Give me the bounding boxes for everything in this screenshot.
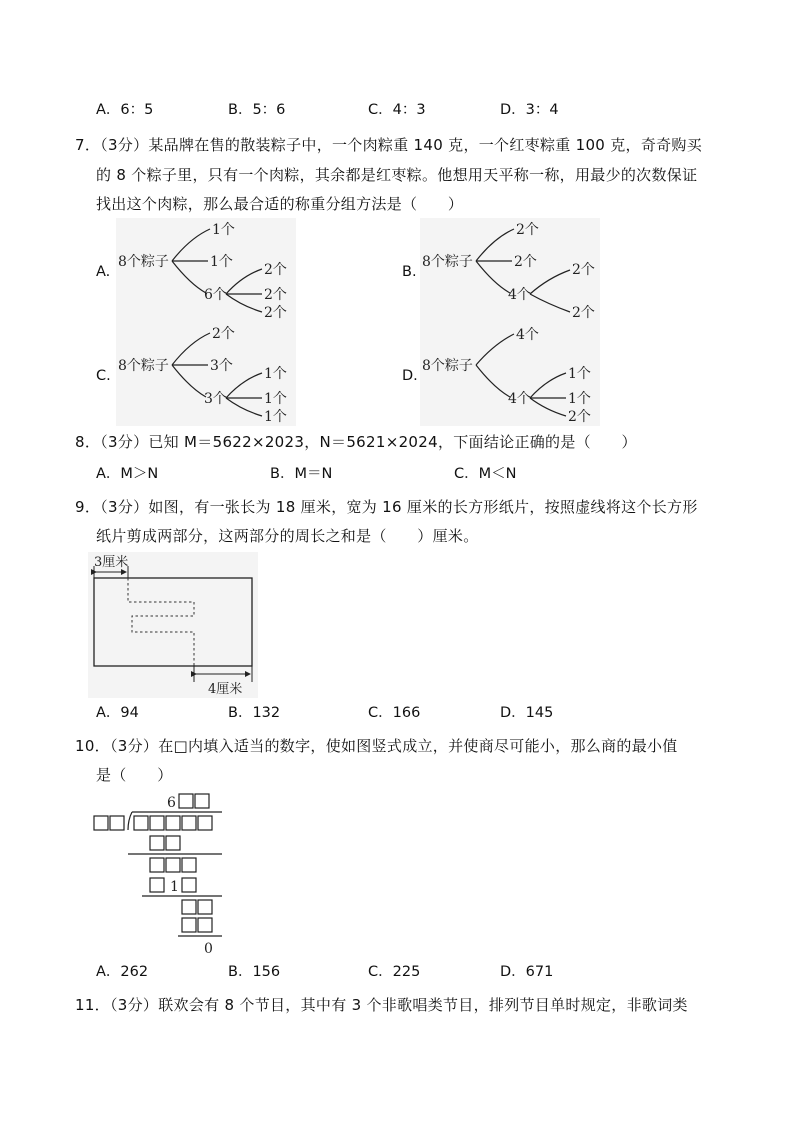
q10-long-division-figure xyxy=(92,788,232,958)
q6-option-c: C．4：3 xyxy=(368,102,426,118)
q10-remainder-digit: 0 xyxy=(204,941,213,957)
q9-stem-line1: 9．（3分）如图，有一张长为 18 厘米，宽为 16 厘米的长方形纸片，按照虚线将这个长方形 xyxy=(75,498,698,516)
q7-stem-line3: 找出这个肉粽，那么最合适的称重分组方法是（ ） xyxy=(96,195,464,213)
q9-label-top: 3厘米 xyxy=(94,555,129,570)
q7-a-second-1: 2个 xyxy=(264,262,287,278)
q7-b-first-3: 4个 xyxy=(508,287,531,303)
q10-option-d: D．671 xyxy=(500,964,554,980)
q7-option-b-tree xyxy=(420,218,600,322)
q7-c-first-1: 2个 xyxy=(212,326,235,342)
q11-stem-line1: 11．（3分）联欢会有 8 个节目，其中有 3 个非歌唱类节目，排列节目单时规定，非歌词类 xyxy=(75,996,688,1014)
q7-b-second-2: 2个 xyxy=(572,305,595,321)
q6-option-d: D．3：4 xyxy=(500,102,559,118)
q10-middle-digit: 1 xyxy=(170,879,179,895)
q7-a-first-3: 6个 xyxy=(204,287,227,303)
q10-stem-line1: 10．（3分）在□内填入适当的数字，使如图竖式成立，并使商尽可能小，那么商的最小值 xyxy=(75,737,678,755)
q6-option-b: B．5：6 xyxy=(228,102,286,118)
q7-option-b-label: B. xyxy=(402,264,417,280)
q10-option-c: C．225 xyxy=(368,964,421,980)
q9-option-d: D．145 xyxy=(500,705,554,721)
q7-stem-line1: 7．（3分）某品牌在售的散装粽子中，一个肉粽重 140 克，一个红枣粽重 100 克，奇奇购买 xyxy=(75,136,703,154)
q7-option-d-tree xyxy=(420,322,600,426)
q9-label-bottom: 4厘米 xyxy=(208,682,243,697)
q7-c-second-2: 1个 xyxy=(264,391,287,407)
q7-b-root: 8个粽子 xyxy=(422,254,473,270)
q7-a-root: 8个粽子 xyxy=(118,254,169,270)
q7-d-second-2: 1个 xyxy=(568,391,591,407)
q7-d-first-1: 4个 xyxy=(516,327,539,343)
q7-stem-line2: 的 8 个粽子里，只有一个肉粽，其余都是红枣粽。他想用天平称一称，用最少的次数保证 xyxy=(96,166,698,184)
q8-option-c: C．M＜N xyxy=(454,466,517,482)
q7-option-a-label: A. xyxy=(96,264,111,280)
q7-d-root: 8个粽子 xyxy=(422,358,473,374)
q9-option-a: A．94 xyxy=(96,705,139,721)
q7-c-second-1: 1个 xyxy=(264,366,287,382)
q7-option-d-label: D. xyxy=(402,368,418,384)
q7-d-first-2: 4个 xyxy=(508,391,531,407)
q7-c-first-3: 3个 xyxy=(204,391,227,407)
q9-option-c: C．166 xyxy=(368,705,421,721)
q7-c-second-3: 1个 xyxy=(264,409,287,425)
q7-c-first-2: 3个 xyxy=(210,358,233,374)
q7-d-second-3: 2个 xyxy=(568,409,591,425)
q7-option-a-tree xyxy=(116,218,296,322)
q9-stem-line2: 纸片剪成两部分，这两部分的周长之和是（ ）厘米。 xyxy=(96,527,479,545)
q10-option-b: B．156 xyxy=(228,964,281,980)
q7-b-second-1: 2个 xyxy=(572,262,595,278)
q7-a-first-1: 1个 xyxy=(212,222,235,238)
q10-option-a: A．262 xyxy=(96,964,149,980)
q10-stem-line2: 是（ ） xyxy=(96,766,173,784)
q8-option-a: A．M＞N xyxy=(96,466,159,482)
q7-a-second-2: 2个 xyxy=(264,287,287,303)
q7-a-first-2: 1个 xyxy=(210,254,233,270)
q8-option-b: B．M＝N xyxy=(270,466,333,482)
q7-option-c-label: C. xyxy=(96,368,111,384)
q10-quotient-digit: 6 xyxy=(167,795,176,811)
q9-rectangle-figure xyxy=(88,552,258,698)
q7-b-first-1: 2个 xyxy=(516,222,539,238)
q8-stem: 8．（3分）已知 M＝5622×2023，N＝5621×2024，下面结论正确的是（ ） xyxy=(75,433,637,451)
q7-d-second-1: 1个 xyxy=(568,366,591,382)
q7-c-root: 8个粽子 xyxy=(118,358,169,374)
q7-option-c-tree xyxy=(116,322,296,426)
q7-a-second-3: 2个 xyxy=(264,305,287,321)
q9-option-b: B．132 xyxy=(228,705,281,721)
q6-option-a: A．6：5 xyxy=(96,102,154,118)
q7-b-first-2: 2个 xyxy=(514,254,537,270)
